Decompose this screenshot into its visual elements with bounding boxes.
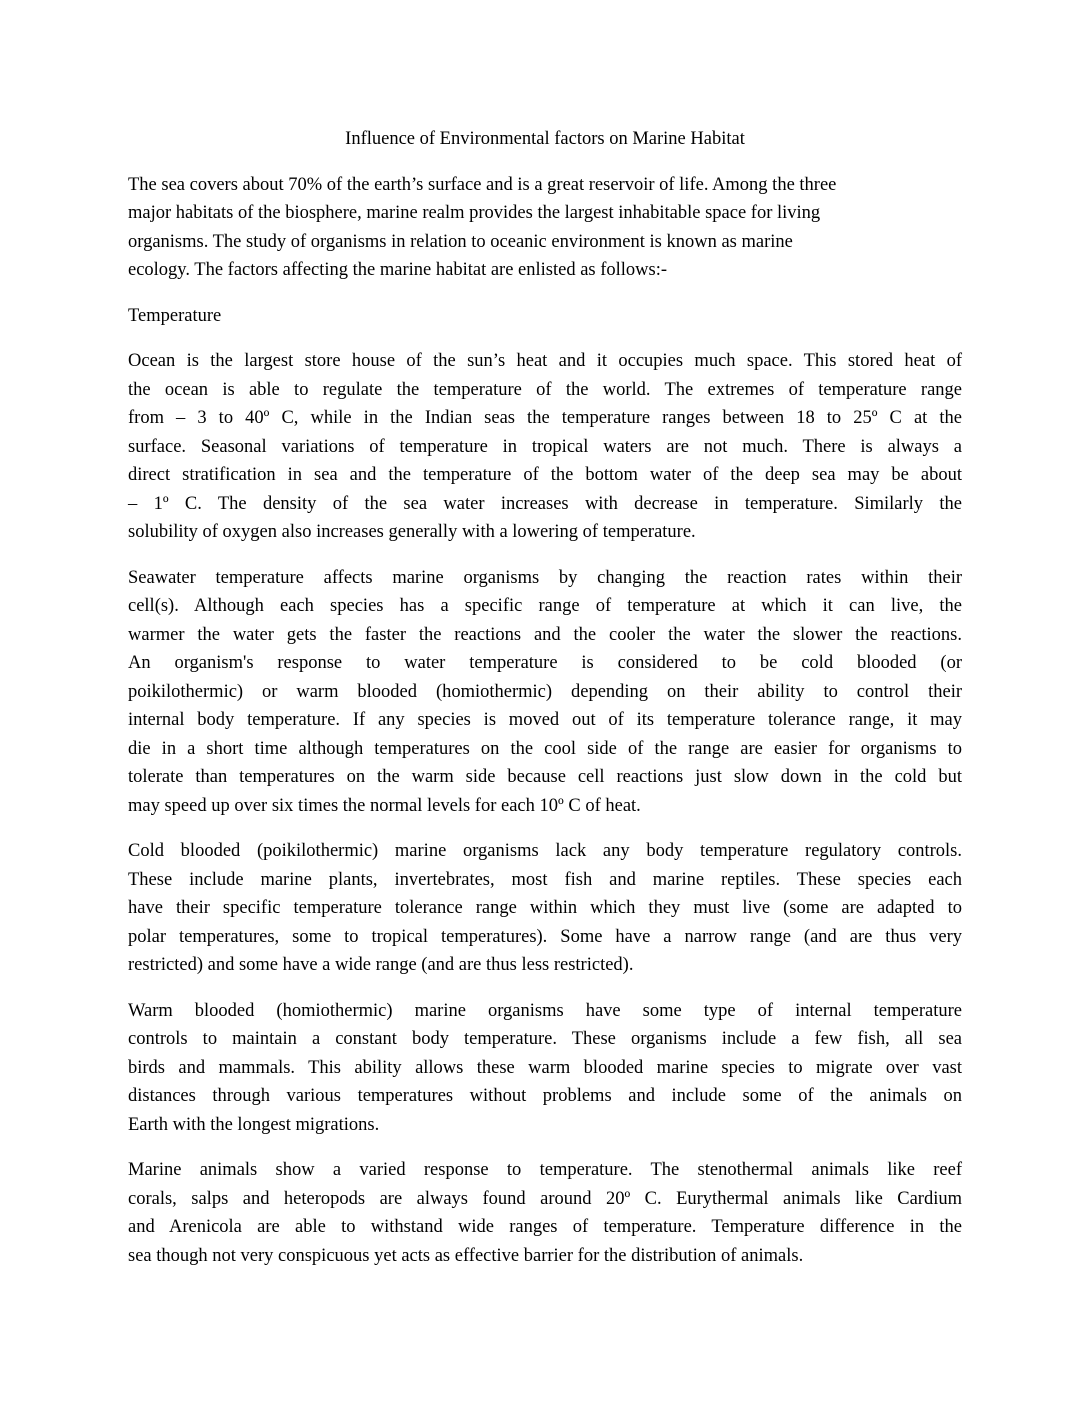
- section-heading: Temperature: [128, 305, 222, 326]
- text-line: die in a short time although temperatures on the cool side of the range are easier for organisms to: [128, 738, 962, 759]
- text-line: from – 3 to 40º C, while in the Indian seas the temperature ranges between 18 to 25º C at the: [128, 408, 962, 428]
- paragraph: [128, 347, 962, 547]
- text-line: major habitats of the biosphere, marine realm provides the largest inhabitable space for living: [128, 203, 821, 223]
- text-line: The sea covers about 70% of the earth’s surface and is a great reservoir of life. Among the three: [128, 174, 837, 195]
- text-line: An organism's response to water temperature is considered to be cold blooded (or: [128, 653, 962, 673]
- text-line: – 1º C. The density of the sea water increases with decrease in temperature. Similarly the: [128, 493, 962, 514]
- text-line: Seawater temperature affects marine organisms by changing the reaction rates within their: [128, 567, 962, 588]
- text-line: cell(s). Although each species has a specific range of temperature at which it can live, the: [128, 596, 962, 616]
- paragraph: [128, 1156, 962, 1270]
- text-line: and Arenicola are able to withstand wide ranges of temperature. Temperature difference in the: [128, 1217, 962, 1237]
- text-line: tolerate than temperatures on the warm side because cell reactions just slow down in the cold but: [128, 767, 962, 787]
- text-line: solubility of oxygen also increases generally with a lowering of temperature.: [128, 522, 696, 542]
- text-line: warmer the water gets the faster the reactions and the cooler the water the slower the reactions.: [128, 624, 962, 645]
- text-line: birds and mammals. This ability allows these warm blooded marine species to migrate over vast: [128, 1057, 962, 1078]
- paragraph: [128, 564, 962, 821]
- text-line: direct stratification in sea and the temperature of the bottom water of the deep sea may be about: [128, 465, 962, 485]
- text-line: Ocean is the largest store house of the sun’s heat and it occupies much space. This stored heat of: [128, 351, 962, 371]
- text-line: surface. Seasonal variations of temperature in tropical waters are not much. There is always a: [128, 436, 962, 457]
- text-line: corals, salps and heteropods are always found around 20º C. Eurythermal animals like Cardium: [128, 1188, 962, 1209]
- text-line: Warm blooded (homiothermic) marine organisms have some type of internal temperature: [128, 1000, 962, 1021]
- text-line: organisms. The study of organisms in relation to oceanic environment is known as marine: [128, 231, 793, 252]
- text-line: internal body temperature. If any species is moved out of its temperature tolerance range, it may: [128, 710, 962, 730]
- text-line: Earth with the longest migrations.: [128, 1114, 380, 1135]
- document-body: [128, 171, 962, 1271]
- text-line: restricted) and some have a wide range (and are thus less restricted).: [128, 955, 634, 975]
- text-line: ecology. The factors affecting the marine habitat are enlisted as follows:-: [128, 260, 668, 280]
- text-line: sea though not very conspicuous yet acts as effective barrier for the distribution of animals.: [128, 1245, 804, 1266]
- text-line: may speed up over six times the normal levels for each 10º C of heat.: [128, 795, 641, 816]
- text-line: Cold blooded (poikilothermic) marine organisms lack any body temperature regulatory controls.: [128, 841, 962, 861]
- text-line: polar temperatures, some to tropical temperatures). Some have a narrow range (and are thus very: [128, 926, 962, 947]
- text-line: controls to maintain a constant body temperature. These organisms include a few fish, all sea: [128, 1029, 962, 1049]
- text-line: the ocean is able to regulate the temperature of the world. The extremes of temperature range: [128, 379, 962, 400]
- paragraph: [128, 837, 962, 980]
- text-line: Marine animals show a varied response to temperature. The stenothermal animals like reef: [128, 1160, 962, 1180]
- page-title: Influence of Environmental factors on Marine Habitat: [345, 129, 745, 149]
- paragraph: [128, 171, 962, 285]
- text-line: poikilothermic) or warm blooded (homiothermic) depending on their ability to control their: [128, 681, 962, 702]
- text-line: These include marine plants, invertebrates, most fish and marine reptiles. These species each: [128, 869, 962, 890]
- paragraph: [128, 997, 962, 1140]
- text-line: distances through various temperatures without problems and include some of the animals on: [128, 1086, 962, 1106]
- text-line: have their specific temperature tolerance range within which they must live (some are adapted to: [128, 898, 962, 918]
